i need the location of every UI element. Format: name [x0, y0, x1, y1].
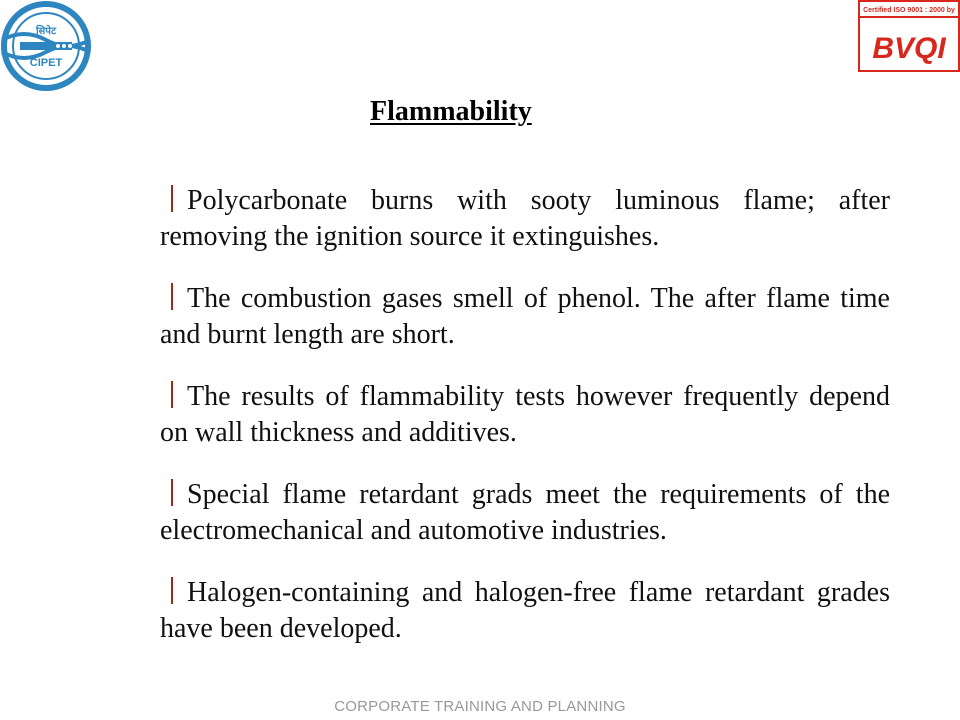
- bullet-marker-icon: [171, 185, 173, 212]
- footer-text: CORPORATE TRAINING AND PLANNING: [334, 698, 626, 715]
- bullet-text: Halogen-containing and halogen-free flame retardant grades have been developed.: [160, 577, 890, 644]
- cipet-hindi-text: सिपेट: [35, 26, 57, 37]
- bullet-marker-icon: [171, 577, 173, 604]
- bullet-item: [160, 477, 890, 549]
- bullet-list: [160, 183, 890, 673]
- bullet-item: [160, 575, 890, 647]
- bvqi-brand-text: BVQI: [872, 32, 946, 65]
- slide-title: Flammability: [370, 96, 532, 127]
- cipet-text: CIPET: [29, 57, 63, 69]
- bullet-text: The combustion gases smell of phenol. The after flame time and burnt length are short.: [160, 283, 890, 350]
- bullet-item: [160, 183, 890, 255]
- bullet-text: The results of flammability tests however frequently depend on wall thickness and additives.: [160, 381, 890, 448]
- cipet-logo: [0, 0, 92, 92]
- bullet-marker-icon: [171, 479, 173, 506]
- bullet-text: Polycarbonate burns with sooty luminous flame; after removing the ignition source it extinguishes.: [160, 185, 890, 252]
- bvqi-logo: [858, 0, 960, 72]
- bullet-marker-icon: [171, 381, 173, 408]
- bullet-text: Special flame retardant grads meet the requirements of the electromechanical and automotive industries.: [160, 479, 890, 546]
- bullet-marker-icon: [171, 283, 173, 310]
- bvqi-certified-text: Certified ISO 9001 : 2000 by: [863, 7, 955, 14]
- bullet-item: [160, 281, 890, 353]
- bullet-item: [160, 379, 890, 451]
